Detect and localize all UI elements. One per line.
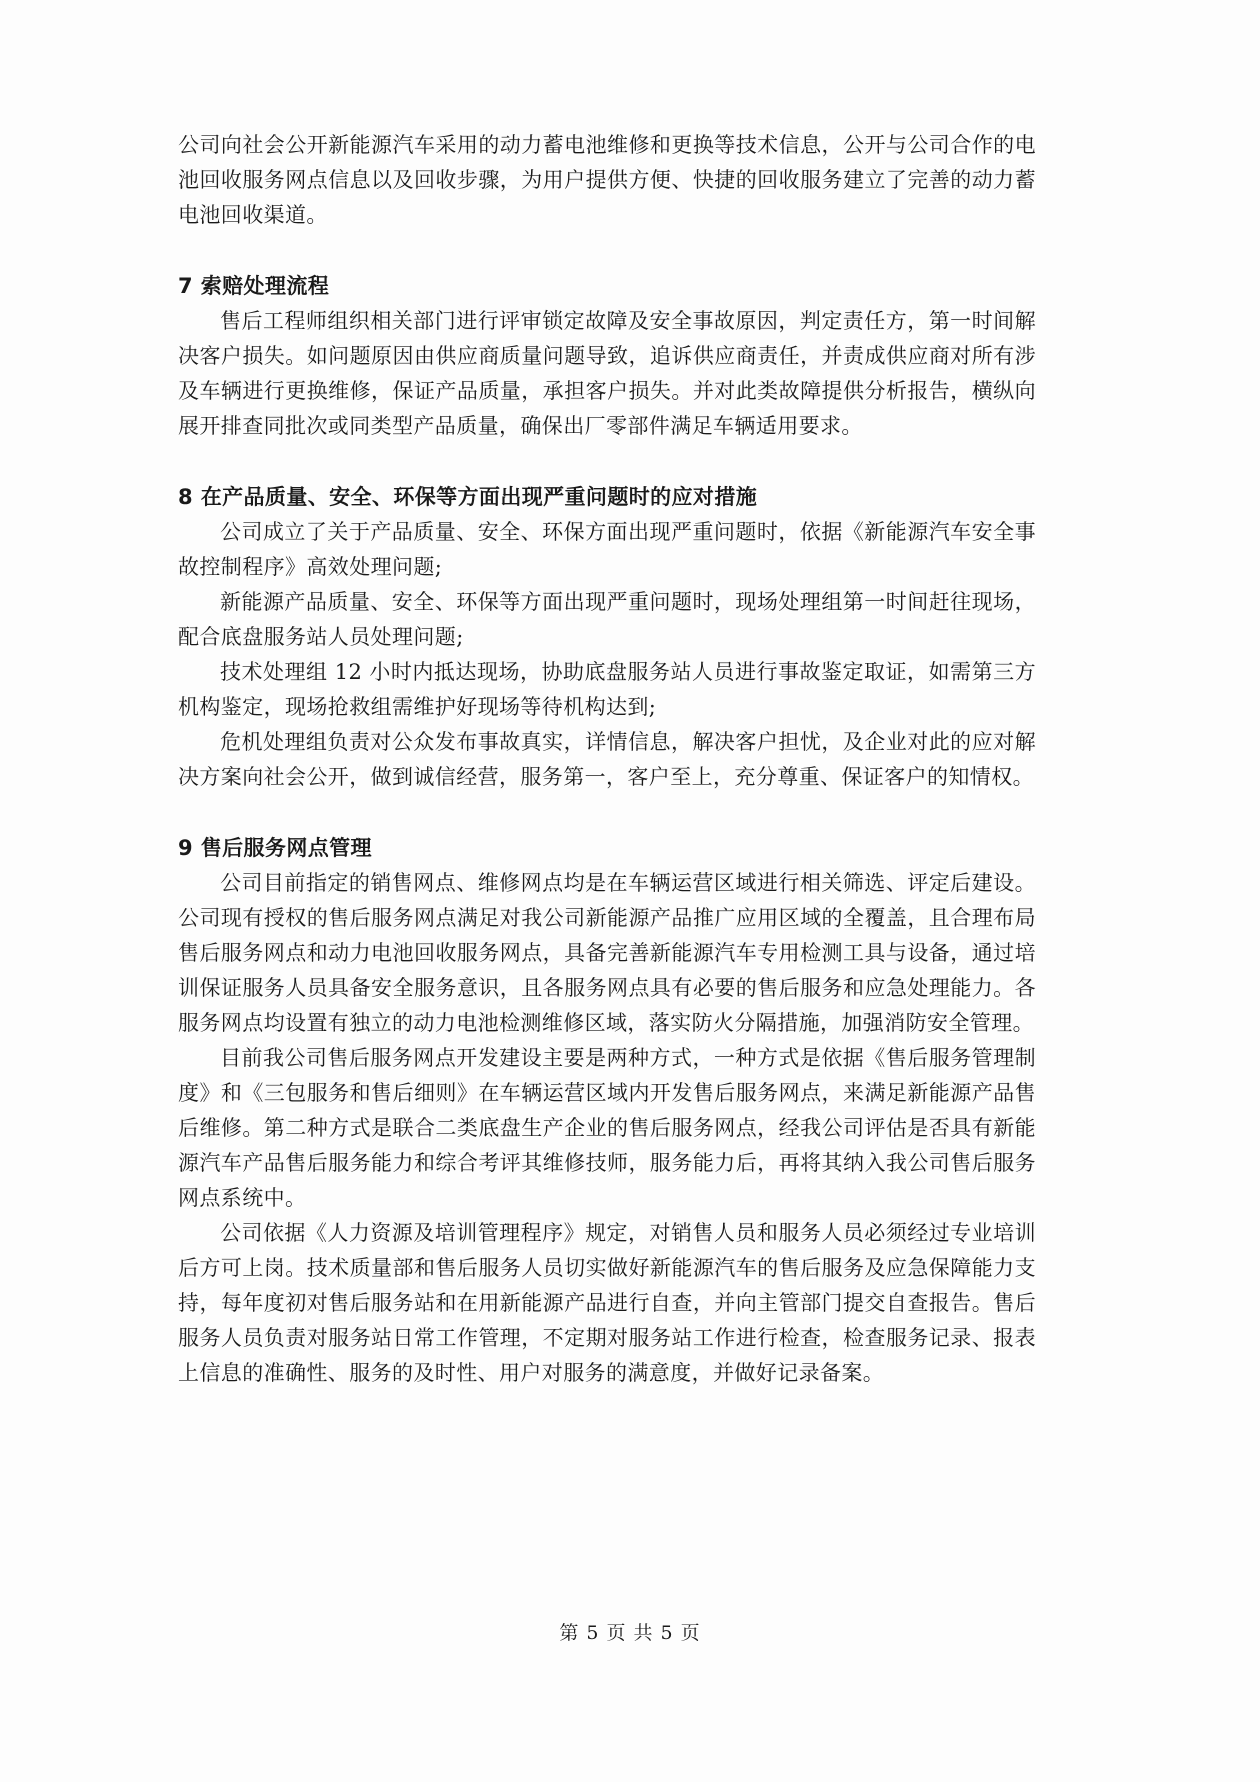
intro-paragraph: 公司向社会公开新能源汽车采用的动力蓄电池维修和更换等技术信息，公开与公司合作的电池回收服务网点信息以及回收步骤，为用户提供方便、快捷的回收服务建立了完善的动力蓄电池回收渠道。	[178, 133, 1036, 227]
document-body	[178, 128, 1036, 1391]
section-claims-process	[178, 269, 1036, 444]
body-paragraph: 公司依据《人力资源及培训管理程序》规定，对销售人员和服务人员必须经过专业培训后方可上岗。技术质量部和售后服务人员切实做好新能源汽车的售后服务及应急保障能力支持，每年度初对售后服务站和在用新能源产品进行自查，并向主管部门提交自查报告。售后服务人员负责对服务站日常工作管理，不定期对服务站工作进行检查，检查服务记录、报表上信息的准确性、服务的及时性、用户对服务的满意度，并做好记录备案。	[178, 1221, 1036, 1385]
section-title: 7 索赔处理流程	[178, 274, 330, 298]
body-paragraph: 目前我公司售后服务网点开发建设主要是两种方式，一种方式是依据《售后服务管理制度》和《三包服务和售后细则》在车辆运营区域内开发售后服务网点，来满足新能源产品售后维修。第二种方式是联合二类底盘生产企业的售后服务网点，经我公司评估是否具有新能源汽车产品售后服务能力和综合考评其维修技师，服务能力后，再将其纳入我公司售后服务网点系统中。	[178, 1046, 1036, 1210]
body-paragraph: 危机处理组负责对公众发布事故真实，详情信息，解决客户担忧，及企业对此的应对解决方案向社会公开，做到诚信经营，服务第一，客户至上，充分尊重、保证客户的知情权。	[178, 730, 1036, 789]
section-title: 9 售后服务网点管理	[178, 836, 372, 860]
body-paragraph: 新能源产品质量、安全、环保等方面出现严重问题时，现场处理组第一时间赶往现场，配合底盘服务站人员处理问题;	[178, 590, 1036, 649]
body-paragraph: 公司目前指定的销售网点、维修网点均是在车辆运营区域进行相关筛选、评定后建设。公司现有授权的售后服务网点满足对我公司新能源产品推广应用区域的全覆盖，且合理布局售后服务网点和动力电池回收服务网点，具备完善新能源汽车专用检测工具与设备，通过培训保证服务人员具备安全服务意识，且各服务网点具有必要的售后服务和应急处理能力。各服务网点均设置有独立的动力电池检测维修区域，落实防火分隔措施，加强消防安全管理。	[178, 871, 1036, 1035]
body-paragraph: 技术处理组 12 小时内抵达现场，协助底盘服务站人员进行事故鉴定取证，如需第三方机构鉴定，现场抢救组需维护好现场等待机构达到;	[178, 660, 1036, 719]
section-service-network	[178, 831, 1036, 1391]
page-number: 第 5 页 共 5 页	[559, 1622, 701, 1644]
section-emergency-measures	[178, 480, 1036, 795]
section-title: 8 在产品质量、安全、环保等方面出现严重问题时的应对措施	[178, 485, 758, 509]
body-paragraph: 公司成立了关于产品质量、安全、环保方面出现严重问题时，依据《新能源汽车安全事故控制程序》高效处理问题;	[178, 520, 1036, 579]
body-paragraph: 售后工程师组织相关部门进行评审锁定故障及安全事故原因，判定责任方，第一时间解决客户损失。如问题原因由供应商质量问题导致，追诉供应商责任，并责成供应商对所有涉及车辆进行更换维修，保证产品质量，承担客户损失。并对此类故障提供分析报告，横纵向展开排查同批次或同类型产品质量，确保出厂零部件满足车辆适用要求。	[178, 309, 1036, 438]
